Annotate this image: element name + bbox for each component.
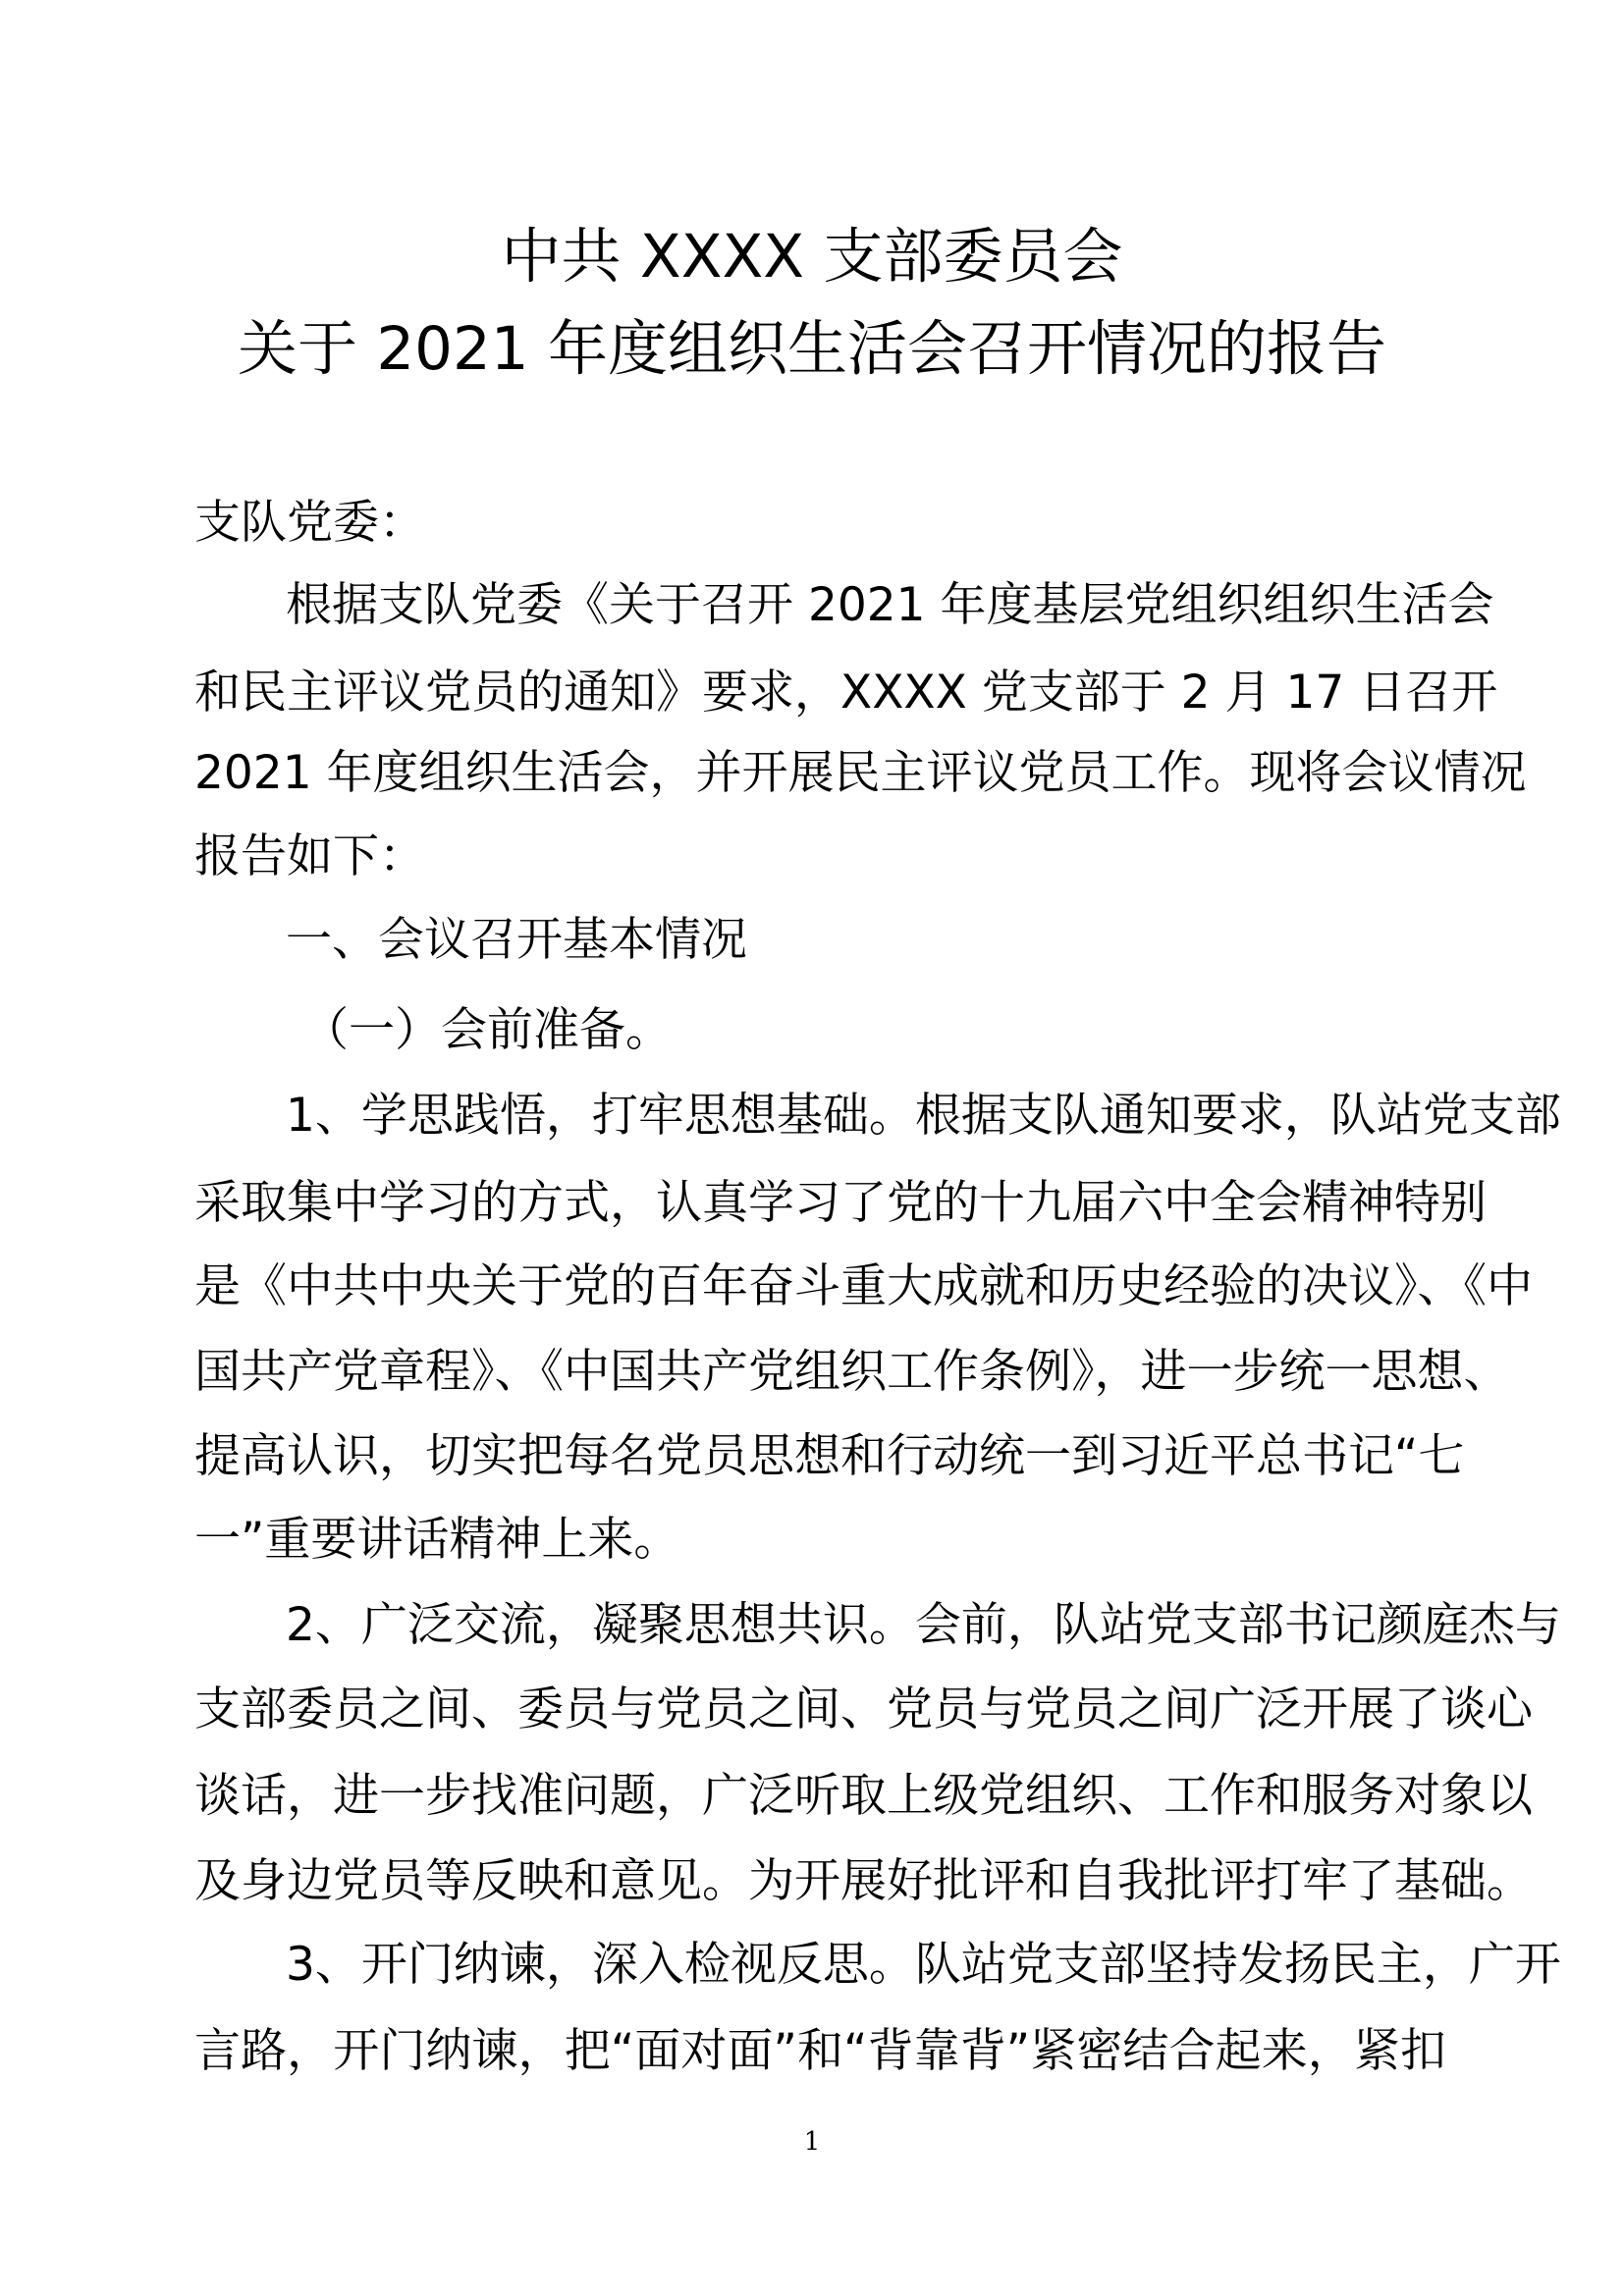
body-line: 支部委员之间、委员与党员之间、党员与党员之间广泛开展了谈心 [194, 1682, 1533, 1736]
body-line: 国共产党章程》、《中国共产党组织工作条例》，进一步统一思想、 [194, 1345, 1510, 1399]
body-line: 及身边党员等反映和意见。为开展好批评和自我批评打牢了基础。 [194, 1854, 1533, 1908]
body-line: 一”重要讲话精神上来。 [194, 1513, 680, 1567]
body-line: 根据支队党委《关于召开 2021 年度基层党组织组织生活会 [286, 578, 1494, 632]
page-number: 1 [803, 2127, 821, 2157]
body-line: 1、学思践悟，打牢思想基础。根据支队通知要求，队站党支部 [286, 1089, 1561, 1143]
body-line: 谈话，进一步找准问题，广泛听取上级党组织、工作和服务对象以 [194, 1769, 1533, 1823]
document-title-line-2: 关于 2021 年度组织生活会召开情况的报告 [237, 314, 1387, 384]
body-line: 言路，开门纳谏，把“面对面”和“背靠背”紧密结合起来，紧扣 [194, 2024, 1446, 2078]
body-line: 提高认识，切实把每名党员思想和行动统一到习近平总书记“七 [194, 1429, 1465, 1483]
salutation: 支队党委： [194, 496, 425, 550]
body-line: 是《中共中央关于党的百年奋斗重大成就和历史经验的决议》、《中 [194, 1259, 1533, 1313]
document-title-line-1: 中共 XXXX 支部委员会 [501, 222, 1123, 292]
section-heading: 一、会议召开基本情况 [286, 913, 747, 967]
body-line: 采取集中学习的方式，认真学习了党的十九届六中全会精神特别 [194, 1176, 1487, 1230]
body-line: 2021 年度组织生活会，并开展民主评议党员工作。现将会议情况 [194, 746, 1527, 800]
body-line: 和民主评议党员的通知》要求，XXXX 党支部于 2 月 17 日召开 [194, 666, 1498, 720]
body-line: 2、广泛交流，凝聚思想共识。会前，队站党支部书记颜庭杰与 [286, 1598, 1561, 1652]
body-line: 3、开门纳谏，深入检视反思。队站党支部坚持发扬民主，广开 [286, 1938, 1561, 1992]
body-line: 报告如下： [194, 829, 425, 883]
subsection-heading: （一）会前准备。 [302, 1003, 672, 1057]
